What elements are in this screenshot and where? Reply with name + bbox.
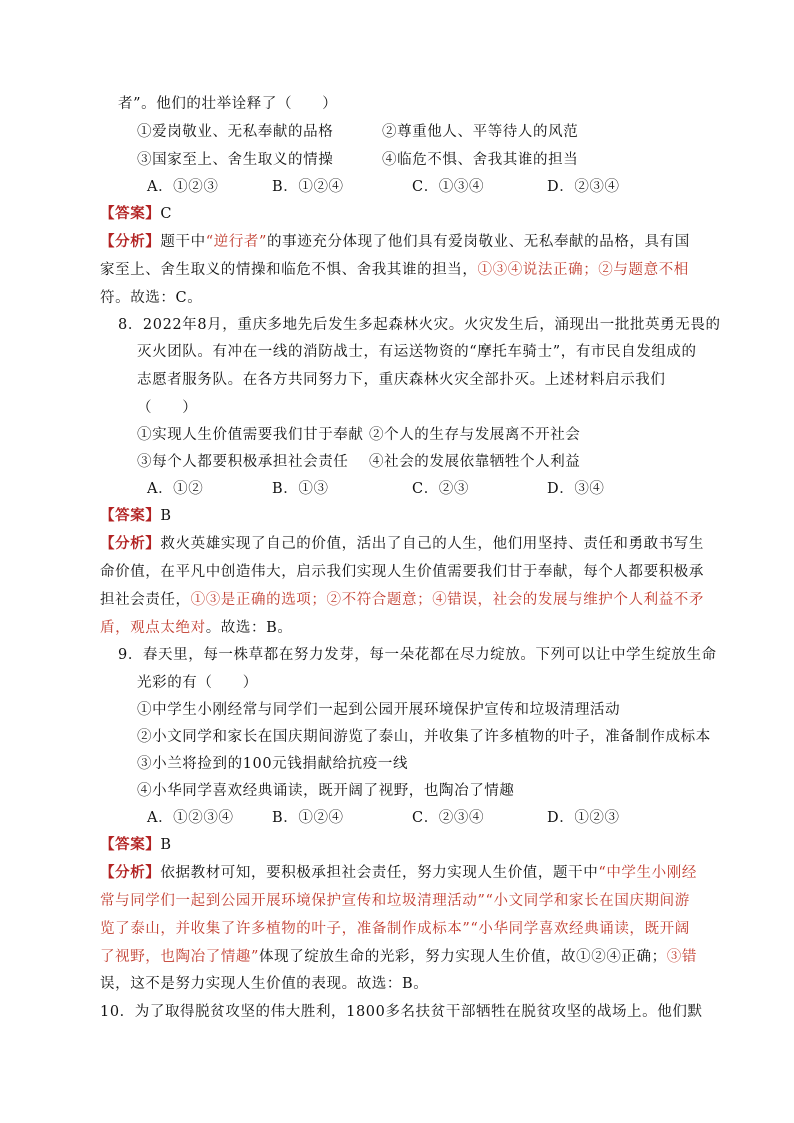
answer-tag: 【答案】	[100, 836, 161, 853]
q9-analysis-line3: 览了泰山，并收集了许多植物的叶子，准备制作成标本”“小华同学喜欢经典诵读，既开阔	[100, 921, 690, 937]
q7-statements-row2	[137, 149, 694, 171]
analysis-text: 家至上、舍生取义的情操和临危不惧、舍我其谁的担当，	[100, 262, 478, 278]
q8-statement-1: ①实现人生价值需要我们甘于奉献	[137, 427, 364, 443]
analysis-highlight: ①③是正确的选项；②不符合题意；④错误，社会的发展与维护个人利益不矛	[190, 592, 705, 608]
q7-choice-a[interactable]: A．①②③	[147, 179, 219, 195]
q7-stem: 者”。他们的壮举诠释了（ ）	[118, 96, 338, 112]
q9-choice-c[interactable]: C．②③④	[412, 810, 485, 826]
q8-choices	[137, 478, 694, 500]
q8-stem-line4: （ ）	[137, 400, 198, 416]
q9-answer	[100, 834, 694, 856]
q8-analysis-line4	[100, 617, 694, 639]
q8-stem-line3: 志愿者服务队。在各方共同努力下，重庆森林火灾全部扑灭。上述材料启示我们	[137, 372, 666, 388]
analysis-tag: 【分析】	[100, 864, 161, 881]
q7-statement-3: ③国家至上、舍生取义的情操	[137, 152, 334, 168]
q7-answer-value: C	[160, 206, 173, 222]
q9-choice-d[interactable]: D．①②③	[547, 810, 620, 826]
q9-statement-3: ③小兰将捡到的100元钱捐献给抗疫一线	[137, 756, 409, 772]
analysis-text: 依据教材可知，要积极承担社会责任，努力实现人生价值，题干中	[160, 865, 599, 881]
analysis-tag: 【分析】	[100, 535, 161, 552]
q8-statement-3: ③每个人都要积极承担社会责任	[137, 454, 349, 470]
analysis-text: 的事迹充分体现了他们具有爱岗敬业、无私奉献的品格，具有国	[267, 234, 690, 250]
q7-statement-4: ④临危不惧、舍我其谁的担当	[382, 152, 579, 168]
q8-choice-d[interactable]: D．③④	[547, 481, 605, 497]
q9-statement-2: ②小文同学和家长在国庆期间游览了泰山，并收集了许多植物的叶子，准备制作成标本	[137, 729, 711, 745]
q7-answer	[100, 203, 694, 225]
q8-analysis-line2: 命价值，在平凡中创造伟大，启示我们实现人生价值需要我们甘于奉献，每个人都要积极承	[100, 564, 704, 580]
analysis-highlight: “逆行者”	[205, 234, 268, 250]
analysis-highlight: ①③④说法正确；②与题意不相	[477, 262, 689, 278]
q9-analysis-line5: 误，这不是努力实现人生价值的表现。故选：B。	[100, 976, 429, 992]
q8-statement-4: ④社会的发展依靠牺牲个人利益	[369, 454, 581, 470]
q8-stem-line1: 8．2022年8月，重庆多地先后发生多起森林火灾。火灾发生后，涌现出一批批英勇无畏的	[118, 317, 721, 333]
q9-stem-line2: 光彩的有（ ）	[137, 675, 258, 691]
q8-statements-row2	[137, 451, 694, 473]
analysis-highlight: ③错	[666, 949, 697, 965]
q7-choice-c[interactable]: C．①③④	[412, 179, 485, 195]
q9-analysis-line4	[100, 946, 697, 968]
q9-choices	[137, 807, 694, 829]
analysis-text: 题干中	[160, 234, 206, 250]
q8-choice-a[interactable]: A．①②	[147, 481, 204, 497]
q8-statements-row1	[137, 424, 694, 446]
analysis-highlight: 盾，观点太绝对	[100, 620, 206, 636]
q7-choices	[137, 176, 694, 198]
q9-statement-1: ①中学生小刚经常与同学们一起到公园开展环境保护宣传和垃圾清理活动	[137, 702, 621, 718]
q8-choice-c[interactable]: C．②③	[412, 481, 469, 497]
q7-choice-b[interactable]: B．①②④	[272, 179, 344, 195]
q7-analysis-line1	[100, 231, 694, 253]
q7-choice-d[interactable]: D．②③④	[547, 179, 620, 195]
analysis-highlight: “中学生小刚经	[598, 865, 697, 881]
q8-answer-value: B	[160, 508, 172, 524]
q7-statements-row1	[137, 121, 694, 143]
q9-analysis-line2: 常与同学们一起到公园开展环境保护宣传和垃圾清理活动”“小文同学和家长在国庆期间游	[100, 893, 690, 909]
q7-statement-2: ②尊重他人、平等待人的风范	[382, 124, 579, 140]
analysis-text: 。故选：B。	[205, 620, 293, 636]
q10-stem-line1: 10．为了取得脱贫攻坚的伟大胜利，1800多名扶贫干部牺牲在脱贫攻坚的战场上。他们默	[100, 1004, 703, 1020]
analysis-text: 担社会责任，	[100, 592, 191, 608]
q7-analysis-line2	[100, 259, 694, 281]
analysis-highlight: 了视野，也陶冶了情趣”	[100, 949, 260, 965]
q8-answer	[100, 505, 694, 527]
q8-analysis-line1	[100, 533, 705, 555]
q8-analysis-line3	[100, 589, 705, 611]
q8-statement-2: ②个人的生存与发展离不开社会	[369, 427, 581, 443]
answer-tag: 【答案】	[100, 205, 161, 222]
answer-tag: 【答案】	[100, 507, 161, 524]
q8-choice-b[interactable]: B．①③	[272, 481, 329, 497]
analysis-text: 体现了绽放生命的光彩，努力实现人生价值，故①②④正确；	[259, 949, 667, 965]
q9-statement-4: ④小华同学喜欢经典诵读，既开阔了视野，也陶冶了情趣	[137, 783, 515, 799]
q7-statement-1: ①爱岗敬业、无私奉献的品格	[137, 124, 334, 140]
q9-answer-value: B	[160, 837, 172, 853]
q9-stem-line1: 9．春天里，每一株草都在努力发芽，每一朵花都在尽力绽放。下列可以让中学生绽放生命	[118, 647, 717, 663]
q9-analysis-line1	[100, 862, 697, 884]
q9-choice-a[interactable]: A．①②③④	[147, 810, 234, 826]
analysis-tag: 【分析】	[100, 233, 161, 250]
q8-stem-line2: 灭火团队。有冲在一线的消防战士，有运送物资的“摩托车骑士”，有市民自发组成的	[137, 344, 697, 360]
q7-analysis-line3: 符。故选：C。	[100, 290, 203, 306]
analysis-text: 救火英雄实现了自己的价值，活出了自己的人生，他们用坚持、责任和勇敢书写生	[160, 536, 705, 552]
q9-choice-b[interactable]: B．①②④	[272, 810, 344, 826]
